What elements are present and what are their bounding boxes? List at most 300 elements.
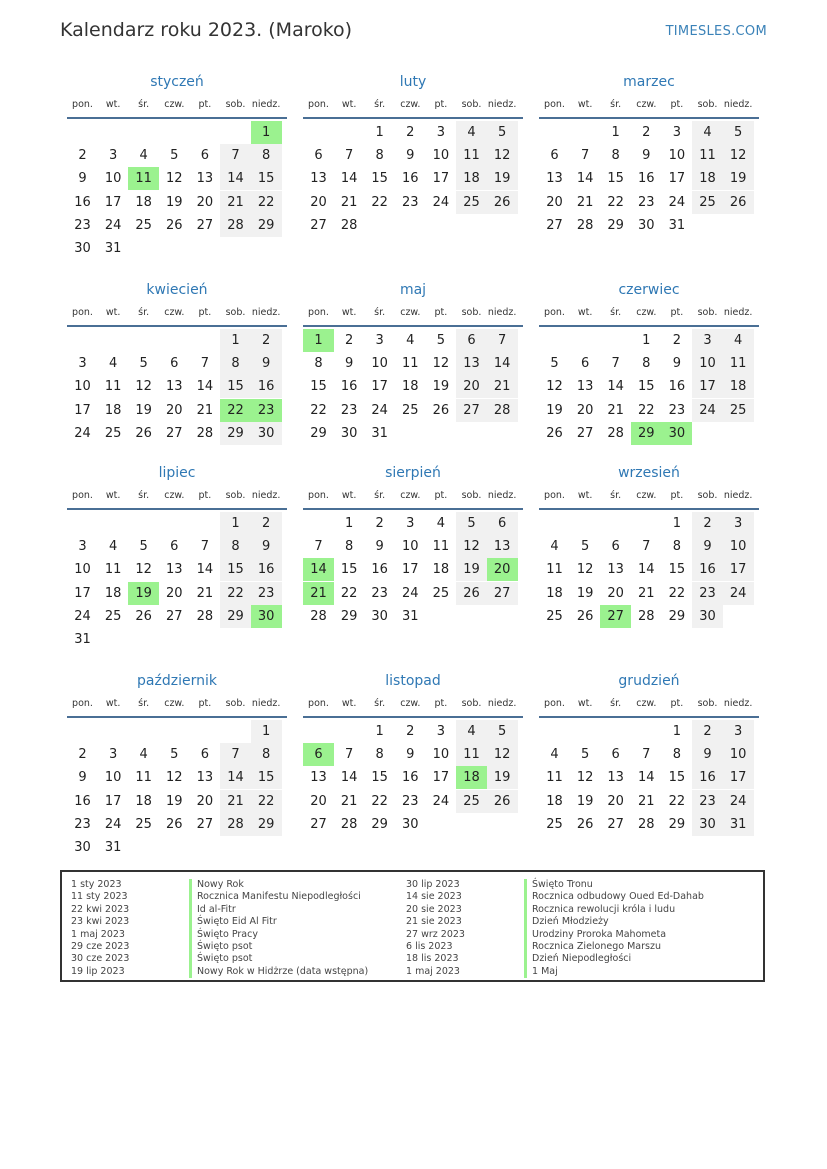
day-cell: 10 (692, 352, 723, 375)
weekday-label: śr. (374, 698, 386, 709)
day-cell: 5 (487, 121, 518, 144)
day-cell: 14 (196, 562, 214, 578)
day-cell: 31 (104, 840, 122, 855)
day-cell: 17 (371, 379, 388, 395)
day-cell: 29 (251, 813, 282, 836)
holiday-date: 18 lis 2023 (406, 953, 459, 965)
day-cell: 14 (340, 770, 358, 786)
weekday-label: niedz. (251, 307, 281, 318)
holiday-name: Dzień Niepodległości (524, 953, 631, 965)
weekday-label: wt. (577, 490, 593, 501)
day-cell: 22 (607, 194, 624, 210)
holiday-name: Urodziny Proroka Mahometa (524, 929, 666, 941)
day-cell: 2 (78, 148, 87, 164)
day-cell: 29 (340, 608, 358, 624)
day-cell: 18 (104, 402, 122, 418)
day-cell: 24 (104, 816, 122, 832)
day-cell: 17 (432, 770, 450, 786)
day-cell: 4 (550, 747, 559, 763)
holiday-name: Id al-Fitr (189, 904, 236, 916)
weekday-label: czw. (164, 490, 185, 501)
day-cell: 6 (487, 512, 518, 535)
day-cell: 27 (600, 605, 631, 628)
day-cell: 18 (104, 585, 122, 601)
day-cell: 19 (128, 582, 159, 605)
day-cell: 13 (166, 379, 183, 395)
day-cell: 18 (546, 585, 563, 601)
holiday-name: Święto Pracy (189, 929, 258, 941)
day-cell: 12 (135, 562, 152, 578)
day-cell: 31 (74, 632, 91, 647)
month-name: wrzesień (618, 465, 680, 481)
day-cell: 2 (406, 724, 415, 739)
holiday-name: Dzień Młodzieży (524, 916, 609, 928)
weekday-label: pon. (544, 698, 565, 709)
day-cell: 20 (487, 558, 518, 581)
day-cell: 21 (196, 585, 214, 601)
month-calendar (67, 463, 287, 647)
weekday-label: śr. (138, 99, 150, 110)
day-cell: 15 (251, 766, 282, 789)
day-cell: 28 (638, 816, 655, 832)
day-cell: 22 (251, 191, 282, 214)
day-cell: 26 (166, 217, 183, 233)
holiday-date: 14 sie 2023 (406, 891, 462, 903)
day-cell: 22 (251, 790, 282, 813)
day-cell: 9 (78, 171, 87, 187)
day-cell: 16 (692, 766, 723, 789)
day-cell: 28 (340, 217, 358, 233)
day-cell: 19 (546, 402, 563, 418)
day-cell: 27 (546, 217, 563, 233)
day-cell: 28 (487, 399, 518, 422)
day-cell: 24 (104, 217, 122, 233)
day-cell: 15 (251, 167, 282, 190)
day-cell: 6 (611, 747, 620, 763)
day-cell: 7 (487, 329, 518, 352)
day-cell: 6 (200, 148, 210, 164)
day-cell: 19 (432, 379, 450, 395)
weekday-label: sob. (225, 307, 246, 318)
day-cell: 26 (135, 425, 152, 441)
header-rule (67, 716, 287, 718)
day-cell: 12 (487, 144, 518, 167)
holiday-name: Nowy Rok (189, 879, 244, 891)
day-cell: 28 (220, 813, 251, 836)
day-cell: 19 (166, 793, 183, 809)
holiday-name: Rocznica Zielonego Marszu (524, 941, 661, 953)
day-cell: 17 (723, 766, 754, 789)
holiday-list (60, 870, 765, 982)
holiday-date: 29 cze 2023 (71, 940, 130, 952)
weekday-label: pt. (670, 99, 684, 110)
weekday-label: wt. (341, 307, 357, 318)
day-cell: 23 (251, 399, 282, 422)
month-name: maj (399, 282, 427, 298)
holiday-name: Święto Tronu (524, 879, 593, 891)
day-cell: 3 (436, 125, 446, 140)
day-cell: 16 (402, 770, 419, 786)
header-rule (303, 325, 523, 327)
day-cell: 3 (672, 125, 682, 140)
day-cell: 16 (402, 171, 419, 187)
holiday-date: 6 lis 2023 (406, 940, 453, 952)
weekday-label: pt. (434, 99, 448, 110)
holiday-name: 1 Maj (524, 966, 558, 978)
weekday-label: pon. (72, 307, 93, 318)
day-cell: 29 (631, 422, 662, 445)
day-cell: 8 (314, 356, 323, 372)
day-cell: 21 (638, 585, 655, 601)
day-cell: 10 (723, 743, 754, 766)
weekday-label: sob. (697, 490, 718, 501)
day-cell: 23 (402, 793, 419, 809)
weekday-label: niedz. (487, 307, 517, 318)
day-cell: 10 (104, 770, 122, 786)
day-cell: 23 (692, 790, 723, 813)
day-cell: 20 (456, 375, 487, 398)
day-cell: 15 (371, 171, 388, 187)
day-cell: 10 (74, 379, 91, 395)
page-title: Kalendarz roku 2023. (Maroko) (60, 19, 353, 41)
day-cell: 10 (723, 535, 754, 558)
day-cell: 23 (251, 582, 282, 605)
day-cell: 16 (74, 793, 91, 809)
day-cell: 23 (692, 582, 723, 605)
weekday-label: sob. (461, 698, 482, 709)
day-cell: 5 (139, 539, 148, 555)
day-cell: 17 (668, 171, 686, 187)
month-calendar (539, 72, 759, 233)
day-cell: 23 (74, 217, 91, 233)
day-cell: 14 (220, 766, 251, 789)
day-cell: 22 (371, 194, 388, 210)
day-cell: 7 (314, 539, 323, 555)
holiday-date: 22 kwi 2023 (71, 903, 130, 915)
header-rule (539, 716, 759, 718)
weekday-label: czw. (400, 698, 421, 709)
day-cell: 15 (668, 770, 686, 786)
weekday-label: wt. (341, 698, 357, 709)
day-cell: 9 (642, 148, 651, 164)
day-cell: 5 (456, 512, 487, 535)
day-cell: 17 (74, 402, 91, 418)
weekday-header (303, 695, 523, 715)
day-cell: 10 (432, 747, 450, 763)
day-cell: 20 (196, 793, 214, 809)
day-cell: 31 (723, 813, 754, 836)
day-cell: 23 (638, 194, 655, 210)
day-cell: 16 (251, 375, 282, 398)
day-cell: 13 (487, 535, 518, 558)
day-cell: 25 (546, 816, 563, 832)
month-name: październik (137, 673, 217, 689)
day-cell: 30 (340, 425, 358, 441)
weekday-label: sob. (461, 490, 482, 501)
day-cell: 26 (135, 608, 152, 624)
weekday-label: sob. (461, 99, 482, 110)
day-cell: 22 (668, 793, 686, 809)
day-cell: 22 (638, 402, 655, 418)
weekday-header (67, 304, 287, 324)
day-cell: 1 (672, 516, 682, 531)
day-cell: 3 (108, 148, 118, 164)
day-cell: 13 (546, 171, 563, 187)
day-cell: 16 (74, 194, 91, 210)
day-cell: 1 (303, 329, 334, 352)
day-cell: 19 (576, 793, 594, 809)
day-cell: 25 (723, 399, 754, 422)
day-cell: 11 (104, 379, 122, 395)
day-cell: 12 (166, 770, 183, 786)
day-cell: 11 (546, 770, 563, 786)
month-calendar (539, 463, 759, 624)
day-cell: 26 (166, 816, 183, 832)
day-cell: 9 (375, 539, 384, 555)
day-cell: 31 (402, 608, 419, 624)
month-name: grudzień (618, 673, 680, 689)
day-cell: 4 (723, 329, 754, 352)
weekday-label: pon. (72, 490, 93, 501)
day-cell: 24 (432, 793, 450, 809)
day-cell: 30 (74, 840, 91, 855)
day-cell: 4 (456, 720, 487, 743)
day-cell: 1 (220, 512, 251, 535)
weekday-label: niedz. (251, 490, 281, 501)
day-cell: 12 (135, 379, 152, 395)
weekday-label: wt. (105, 307, 121, 318)
day-cell: 10 (104, 171, 122, 187)
day-cell: 11 (692, 144, 723, 167)
day-cell: 10 (668, 148, 686, 164)
weekday-label: pt. (670, 307, 684, 318)
day-cell: 22 (310, 402, 327, 418)
weekday-label: pon. (544, 99, 565, 110)
day-cell: 10 (74, 562, 91, 578)
month-name: lipiec (158, 465, 196, 481)
day-cell: 30 (638, 217, 655, 233)
day-cell: 25 (135, 816, 152, 832)
day-cell: 17 (104, 194, 122, 210)
weekday-label: pt. (434, 490, 448, 501)
weekday-label: pt. (670, 698, 684, 709)
weekday-label: czw. (636, 698, 657, 709)
day-cell: 22 (340, 585, 358, 601)
day-cell: 10 (402, 539, 419, 555)
weekday-label: pt. (434, 307, 448, 318)
weekday-header (67, 96, 287, 116)
day-cell: 30 (661, 422, 692, 445)
day-cell: 16 (692, 558, 723, 581)
day-cell: 12 (576, 562, 594, 578)
day-cell: 12 (723, 144, 754, 167)
weekday-label: niedz. (251, 99, 281, 110)
day-cell: 21 (576, 194, 594, 210)
weekday-label: pon. (308, 307, 329, 318)
day-cell: 25 (456, 790, 487, 813)
day-cell: 30 (692, 605, 723, 628)
day-cell: 15 (371, 770, 388, 786)
day-cell: 4 (406, 333, 415, 348)
weekday-label: czw. (400, 307, 421, 318)
weekday-label: niedz. (487, 698, 517, 709)
day-cell: 24 (402, 585, 419, 601)
day-cell: 27 (607, 816, 624, 832)
day-cell: 25 (456, 191, 487, 214)
day-cell: 23 (371, 585, 388, 601)
day-cell: 17 (723, 558, 754, 581)
day-cell: 26 (487, 191, 518, 214)
day-cell: 21 (340, 194, 358, 210)
day-cell: 7 (200, 356, 210, 372)
header-rule (539, 508, 759, 510)
day-cell: 1 (344, 516, 354, 531)
day-cell: 11 (104, 562, 122, 578)
day-cell: 7 (580, 148, 590, 164)
weekday-label: sob. (225, 698, 246, 709)
holiday-date: 19 lip 2023 (71, 965, 125, 977)
day-cell: 4 (108, 356, 118, 372)
day-cell: 17 (432, 171, 450, 187)
day-cell: 18 (402, 379, 419, 395)
holiday-date: 30 lip 2023 (406, 879, 460, 890)
day-cell: 15 (220, 375, 251, 398)
day-cell: 26 (432, 402, 450, 418)
day-cell: 3 (692, 329, 723, 352)
day-cell: 20 (546, 194, 563, 210)
day-cell: 15 (607, 171, 624, 187)
weekday-label: wt. (341, 99, 357, 110)
day-cell: 2 (692, 720, 723, 743)
day-cell: 14 (340, 171, 358, 187)
day-cell: 28 (638, 608, 655, 624)
day-cell: 2 (344, 333, 354, 348)
day-cell: 13 (196, 171, 214, 187)
day-cell: 31 (668, 217, 686, 233)
weekday-header (539, 487, 759, 507)
day-cell: 24 (668, 194, 686, 210)
day-cell: 6 (611, 539, 620, 555)
header-rule (303, 716, 523, 718)
day-cell: 23 (74, 816, 91, 832)
day-cell: 4 (550, 539, 559, 555)
day-cell: 3 (723, 720, 754, 743)
day-cell: 1 (642, 333, 651, 348)
day-cell: 25 (104, 425, 122, 441)
day-cell: 6 (314, 148, 323, 164)
day-cell: 13 (607, 562, 624, 578)
day-cell: 13 (166, 562, 183, 578)
day-cell: 11 (135, 770, 152, 786)
day-cell: 8 (344, 539, 354, 555)
site-link[interactable]: TIMESLES.COM (665, 24, 767, 39)
day-cell: 14 (487, 352, 518, 375)
day-cell: 27 (196, 816, 214, 832)
holiday-date: 27 wrz 2023 (406, 928, 465, 940)
day-cell: 15 (310, 379, 327, 395)
weekday-label: wt. (105, 490, 121, 501)
weekday-label: śr. (610, 307, 622, 318)
day-cell: 18 (546, 793, 563, 809)
day-cell: 9 (672, 356, 682, 372)
day-cell: 8 (220, 535, 251, 558)
weekday-label: wt. (577, 698, 593, 709)
day-cell: 27 (166, 425, 183, 441)
day-cell: 21 (487, 375, 518, 398)
day-cell: 9 (692, 743, 723, 766)
day-cell: 3 (78, 539, 87, 555)
day-cell: 3 (108, 747, 118, 763)
header-rule (67, 117, 287, 119)
day-cell: 27 (456, 399, 487, 422)
month-name: czerwiec (618, 282, 680, 298)
month-name: listopad (385, 673, 441, 689)
day-cell: 7 (220, 144, 251, 167)
weekday-label: śr. (610, 490, 622, 501)
day-cell: 27 (576, 425, 594, 441)
day-cell: 14 (638, 562, 655, 578)
day-cell: 8 (642, 356, 651, 372)
weekday-label: czw. (400, 99, 421, 110)
weekday-header (303, 487, 523, 507)
day-cell: 2 (251, 329, 282, 352)
day-cell: 24 (371, 402, 388, 418)
day-cell: 1 (375, 724, 384, 739)
day-cell: 14 (607, 379, 624, 395)
weekday-label: wt. (577, 99, 593, 110)
day-cell: 20 (607, 793, 624, 809)
day-cell: 26 (456, 582, 487, 605)
month-calendar (303, 280, 523, 441)
day-cell: 4 (139, 148, 148, 164)
month-calendar (67, 72, 287, 256)
day-cell: 6 (456, 329, 487, 352)
day-cell: 9 (406, 148, 415, 164)
weekday-label: pt. (198, 490, 212, 501)
day-cell: 29 (220, 605, 251, 628)
day-cell: 25 (135, 217, 152, 233)
month-calendar (303, 72, 523, 233)
month-calendar (67, 280, 287, 441)
weekday-label: śr. (610, 99, 622, 110)
day-cell: 21 (196, 402, 214, 418)
weekday-label: wt. (105, 698, 121, 709)
day-cell: 18 (456, 167, 487, 190)
day-cell: 20 (607, 585, 624, 601)
weekday-label: czw. (164, 99, 185, 110)
day-cell: 31 (104, 241, 122, 256)
holiday-date: 23 kwi 2023 (71, 916, 130, 928)
day-cell: 29 (371, 816, 388, 832)
day-cell: 13 (456, 352, 487, 375)
day-cell: 8 (251, 743, 282, 766)
month-calendar (539, 671, 759, 832)
day-cell: 14 (196, 379, 214, 395)
day-cell: 9 (78, 770, 87, 786)
header-rule (539, 117, 759, 119)
weekday-label: pon. (544, 307, 565, 318)
day-cell: 22 (220, 582, 251, 605)
day-cell: 14 (638, 770, 655, 786)
month-name: luty (399, 74, 427, 90)
weekday-label: pt. (198, 99, 212, 110)
day-cell: 18 (456, 766, 487, 789)
day-cell: 19 (487, 167, 518, 190)
day-cell: 24 (692, 399, 723, 422)
weekday-label: sob. (697, 698, 718, 709)
weekday-label: pon. (544, 490, 565, 501)
day-cell: 5 (170, 148, 179, 164)
